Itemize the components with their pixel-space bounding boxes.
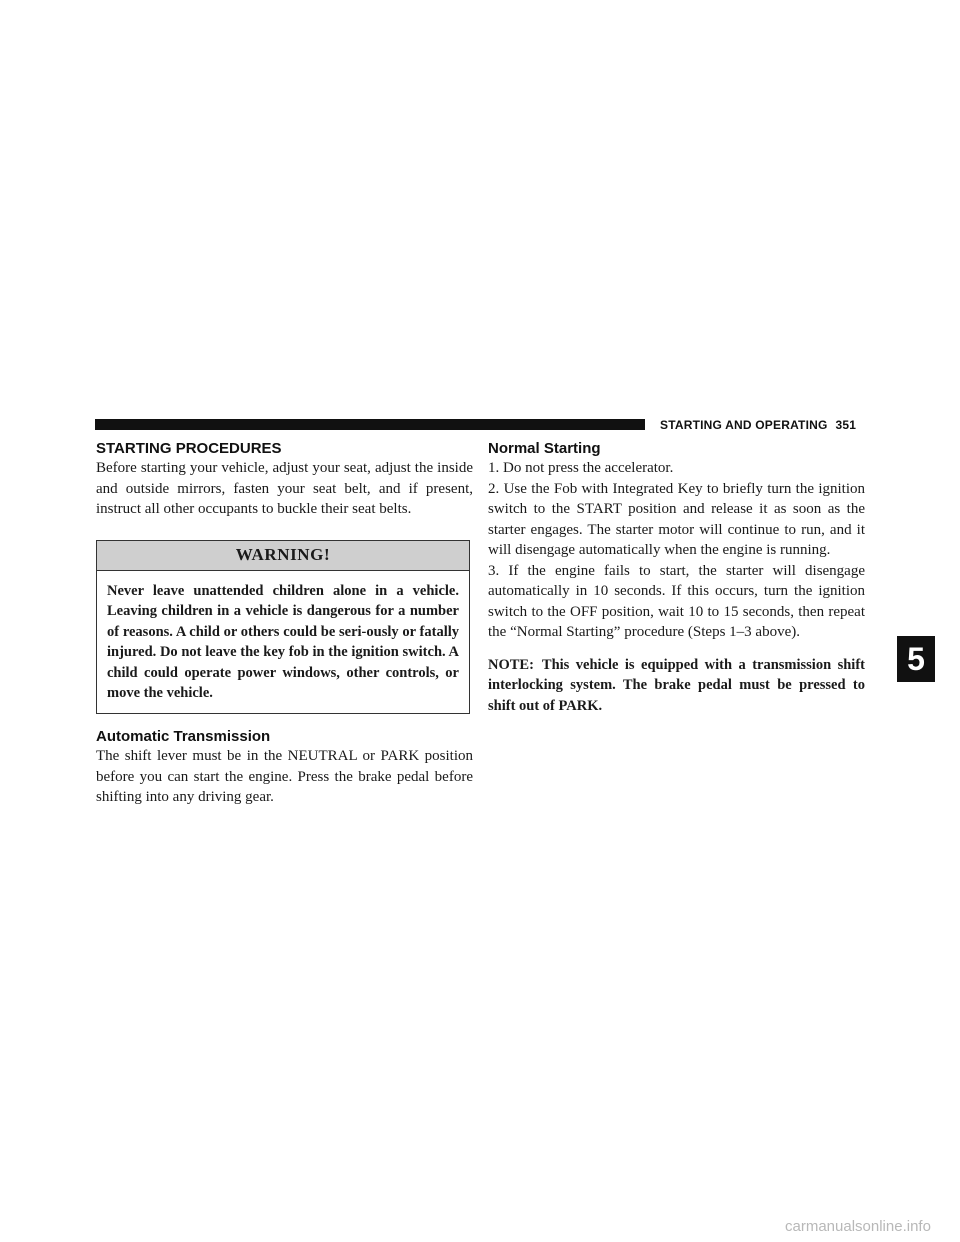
note-label: NOTE: — [488, 656, 534, 673]
subsection-title-automatic-transmission: Automatic Transmission — [96, 728, 271, 746]
warning-box — [96, 540, 470, 715]
left-column — [96, 440, 473, 808]
note-paragraph — [488, 655, 865, 717]
header-rule — [95, 419, 645, 430]
warning-title: WARNING! — [97, 541, 469, 571]
warning-body: Never leave unattended children alone in a vehicle. Leaving children in a vehicle is dangerous for a number of reasons. A child or others could be seri-ously or fatally injured. Do not leave the key fob in the ignition switch. A child could operate power windows, other controls, or move the vehicle. — [107, 582, 459, 702]
section-title-normal-starting: Normal Starting — [488, 440, 601, 457]
note-text: This vehicle is equipped with a transmission shift interlocking system. The brake pedal must be pressed to shift out of PARK. — [488, 656, 865, 714]
step-1: 1. Do not press the accelerator. — [488, 460, 674, 476]
chapter-tab: 5 — [897, 636, 935, 682]
right-column — [488, 440, 865, 731]
header-section-title: STARTING AND OPERATING — [660, 418, 828, 432]
page-number: 351 — [835, 418, 857, 432]
step-2: 2. Use the Fob with Integrated Key to briefly turn the ignition switch to the START position and release it as soon as the starter engages. The starter motor will continue to run, and it will disengage automatically when the engine is running. — [488, 480, 865, 558]
step-3: 3. If the engine fails to start, the starter will disengage automatically in 10 seconds. If this occurs, turn the ignition switch to the OFF position, wait 10 to 15 seconds, then repeat the “Normal Starting” procedure (Steps 1–3 above). — [488, 562, 865, 640]
watermark: carmanualsonline.info — [785, 1218, 931, 1235]
intro-paragraph: Before starting your vehicle, adjust your seat, adjust the inside and outside mirrors, fasten your seat belt, and if present, instruct all other occupants to buckle their seat belts. — [96, 460, 473, 517]
automatic-transmission-paragraph: The shift lever must be in the NEUTRAL or PARK position before you can start the engine. Press the brake pedal before shifting into any driving gear. — [96, 748, 473, 806]
section-title-starting-procedures: STARTING PROCEDURES — [96, 440, 282, 457]
running-header — [660, 418, 856, 432]
